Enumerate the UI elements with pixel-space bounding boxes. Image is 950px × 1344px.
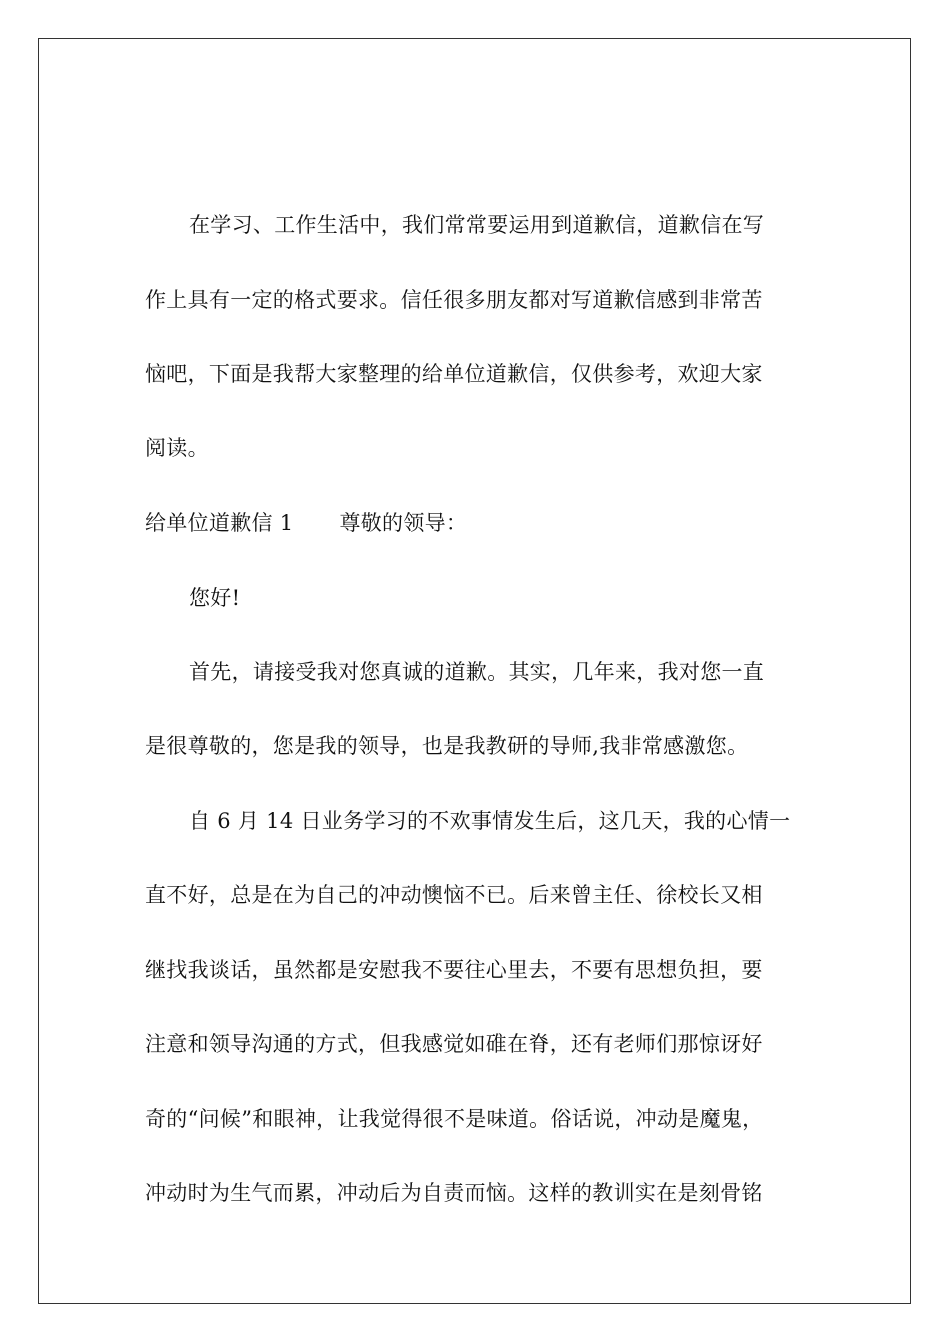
para2-line-3: 继找我谈话，虽然都是安慰我不要往心里去，不要有思想负担，要 [145, 958, 763, 982]
letter-title: 给单位道歉信 1 [145, 511, 294, 535]
para2-line-4: 注意和领导沟通的方式，但我感觉如碓在脊，还有老师们那惊讶好 [145, 1032, 763, 1056]
para1-line-1: 首先，请接受我对您真诚的道歉。其实，几年来，我对您一直 [189, 660, 765, 684]
para2-line-6: 冲动时为生气而累，冲动后为自责而恼。这样的教训实在是刻骨铭 [145, 1181, 763, 1205]
para1-line-2: 是很尊敬的，您是我的领导，也是我教研的导师,我非常感激您。 [145, 734, 749, 758]
intro-line-4: 阅读。 [145, 436, 209, 460]
para2-line-5: 奇的“问候”和眼神，让我觉得很不是味道。俗话说，冲动是魔鬼， [145, 1107, 764, 1131]
letter-heading-row [145, 508, 467, 538]
greeting: 您好! [189, 586, 241, 610]
salutation: 尊敬的领导： [339, 511, 468, 535]
intro-line-2: 作上具有一定的格式要求。信任很多朋友都对写道歉信感到非常苦 [145, 288, 763, 312]
para2-line-2: 直不好，总是在为自己的冲动懊恼不已。后来曾主任、徐校长又相 [145, 883, 763, 907]
para2-line-1: 自 6 月 14 日业务学习的不欢事情发生后，这几天，我的心情一 [189, 809, 791, 833]
intro-line-1: 在学习、工作生活中，我们常常要运用到道歉信，道歉信在写 [189, 213, 765, 237]
intro-line-3: 恼吧，下面是我帮大家整理的给单位道歉信，仅供参考，欢迎大家 [145, 362, 763, 386]
